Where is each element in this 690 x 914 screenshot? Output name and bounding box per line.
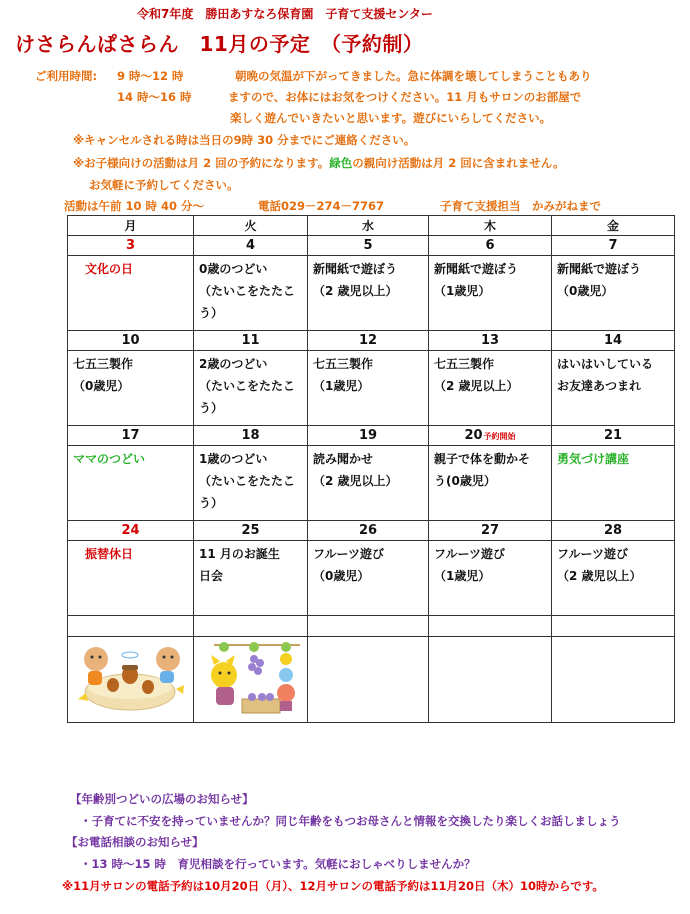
event-text: （2 歳児以上） bbox=[434, 379, 519, 393]
event-cell bbox=[308, 256, 429, 331]
date-number: 3 bbox=[125, 238, 136, 253]
event-text: 新聞紙で遊ぼう bbox=[313, 262, 398, 276]
date-cell bbox=[308, 521, 429, 541]
date-number: 18 bbox=[241, 428, 260, 443]
date-number: 19 bbox=[358, 428, 378, 443]
reservation-notice: ※11月サロンの電話予約は10月20日（月）、12月サロンの電話予約は11月20日（木）10時からです。 bbox=[62, 879, 604, 893]
date-number: 28 bbox=[603, 523, 623, 538]
date-cell bbox=[552, 521, 675, 541]
event-text: （2 歳児以上） bbox=[313, 474, 398, 488]
date-number: 7 bbox=[608, 238, 618, 253]
date-cell bbox=[68, 236, 194, 256]
reserve-note-b: の親向け活動は月 2 回に含まれません。 bbox=[352, 156, 565, 170]
illustration-row bbox=[68, 637, 675, 723]
date-number: 11 bbox=[241, 333, 260, 348]
date-cell bbox=[429, 521, 552, 541]
grape-fox-illustration bbox=[194, 637, 308, 723]
date-cell bbox=[68, 331, 194, 351]
date-number: 6 bbox=[485, 238, 495, 253]
event-text: 文化の日 bbox=[85, 262, 134, 276]
date-cell bbox=[308, 331, 429, 351]
weekday-mon: 月 bbox=[68, 216, 194, 236]
date-cell bbox=[308, 236, 429, 256]
event-text: フルーツ遊び bbox=[557, 547, 629, 561]
event-cell bbox=[429, 541, 552, 616]
section-1-title: 【年齢別つどいの広場のお知らせ】 bbox=[70, 792, 254, 806]
section-2-title: 【お電話相談のお知らせ】 bbox=[66, 835, 204, 849]
event-text: （たいこをたたこ bbox=[199, 379, 296, 393]
event-text: （1歳児） bbox=[434, 569, 491, 583]
reserve-note bbox=[73, 155, 564, 171]
event-text: 親子で体を動かそ bbox=[434, 452, 531, 466]
event-text: お友達あつまれ bbox=[557, 379, 642, 393]
date-number: 20 bbox=[464, 428, 483, 443]
date-cell bbox=[552, 331, 675, 351]
event-cell bbox=[194, 256, 308, 331]
event-cell bbox=[68, 351, 194, 426]
date-number: 27 bbox=[480, 523, 500, 538]
event-text: 新聞紙で遊ぼう bbox=[557, 262, 642, 276]
event-text: フルーツ遊び bbox=[434, 547, 506, 561]
date-cell bbox=[194, 426, 308, 446]
date-cell bbox=[552, 236, 675, 256]
date-cell bbox=[68, 521, 194, 541]
section-1-body: ・子育てに不安を持っていませんか？同じ年齢をもつお母さんと情報を交換したり楽しくお話しましょう bbox=[80, 814, 621, 828]
phone-number: 電話029－274－7767 bbox=[258, 199, 385, 213]
date-cell bbox=[308, 426, 429, 446]
event-cell bbox=[194, 541, 308, 616]
event-cell bbox=[68, 256, 194, 331]
event-text: （0歳児） bbox=[73, 379, 130, 393]
event-text: （たいこをたたこ bbox=[199, 474, 296, 488]
date-row bbox=[68, 521, 675, 541]
empty-cell bbox=[552, 637, 675, 723]
contact-person: 子育て支援担当 かみがねまで bbox=[440, 199, 601, 213]
event-text: 2歳のつどい bbox=[199, 357, 268, 371]
date-number: 14 bbox=[603, 333, 623, 348]
event-text: （1歳児） bbox=[434, 284, 491, 298]
event-cell bbox=[308, 351, 429, 426]
event-cell bbox=[429, 446, 552, 521]
events-row bbox=[68, 351, 675, 426]
event-text: う） bbox=[199, 496, 224, 510]
events-row bbox=[68, 256, 675, 331]
date-number: 12 bbox=[358, 333, 378, 348]
date-number: 5 bbox=[363, 238, 373, 253]
date-number: 13 bbox=[480, 333, 500, 348]
weekday-fri: 金 bbox=[552, 216, 675, 236]
event-text: 七五三製作 bbox=[434, 357, 495, 371]
event-cell bbox=[68, 541, 194, 616]
event-text: う） bbox=[199, 306, 224, 320]
weekday-header-row bbox=[68, 216, 675, 236]
weekday-wed: 水 bbox=[308, 216, 429, 236]
date-cell bbox=[194, 521, 308, 541]
message-line-1: 朝晩の気温が下がってきました。急に体調を壊してしまうこともあり bbox=[235, 69, 592, 83]
event-cell bbox=[552, 351, 675, 426]
event-cell bbox=[68, 446, 194, 521]
date-row bbox=[68, 426, 675, 446]
event-text: う） bbox=[199, 401, 224, 415]
empty-cell bbox=[308, 637, 429, 723]
date-cell bbox=[429, 236, 552, 256]
event-text: （たいこをたたこ bbox=[199, 284, 296, 298]
event-cell bbox=[194, 446, 308, 521]
event-text: 振替休日 bbox=[85, 547, 134, 561]
event-text: フルーツ遊び bbox=[313, 547, 385, 561]
event-cell bbox=[308, 446, 429, 521]
weekday-tue: 火 bbox=[194, 216, 308, 236]
acorn-animals-illustration bbox=[68, 637, 194, 723]
reserve-note-green: 緑色 bbox=[329, 156, 353, 170]
date-number: 10 bbox=[121, 333, 140, 348]
reserve-note-2: お気軽に予約してください。 bbox=[89, 178, 239, 192]
cancel-note: ※キャンセルされる時は当日の9時 30 分までにご連絡ください。 bbox=[73, 133, 416, 147]
section-2-body: ・13 時～15 時 育児相談を行っています。気軽におしゃべりしませんか？ bbox=[80, 857, 476, 871]
hours-afternoon: 14 時～16 時 bbox=[117, 90, 192, 104]
event-cell bbox=[194, 351, 308, 426]
event-text: う(0歳児） bbox=[434, 474, 496, 488]
empty-cell bbox=[429, 637, 552, 723]
page-title: けさらんぱさらん 11月の予定 （予約制） bbox=[15, 32, 424, 56]
event-cell bbox=[552, 446, 675, 521]
event-text: 日会 bbox=[199, 569, 224, 583]
events-row bbox=[68, 541, 675, 616]
event-text: （1歳児） bbox=[313, 379, 370, 393]
date-number: 25 bbox=[241, 523, 260, 538]
date-cell bbox=[429, 331, 552, 351]
date-number: 21 bbox=[603, 428, 623, 443]
event-text: （2 歳児以上） bbox=[557, 569, 642, 583]
date-cell bbox=[68, 426, 194, 446]
date-number: 24 bbox=[121, 523, 140, 538]
event-cell bbox=[308, 541, 429, 616]
event-cell bbox=[429, 256, 552, 331]
event-text: 七五三製作 bbox=[313, 357, 374, 371]
calendar-table bbox=[67, 215, 675, 723]
event-text: 1歳のつどい bbox=[199, 452, 268, 466]
date-number: 4 bbox=[245, 238, 256, 253]
event-cell bbox=[429, 351, 552, 426]
date-number: 26 bbox=[358, 523, 378, 538]
events-row bbox=[68, 446, 675, 521]
event-text: ママのつどい bbox=[73, 452, 146, 466]
event-text: （2 歳児以上） bbox=[313, 284, 398, 298]
date-cell bbox=[194, 236, 308, 256]
organization-header: 令和7年度 勝田あすなろ保育園 子育て支援センター bbox=[137, 7, 433, 21]
event-cell bbox=[552, 256, 675, 331]
date-cell bbox=[552, 426, 675, 446]
hours-label: ご利用時間: bbox=[35, 69, 98, 83]
event-text: （0歳児） bbox=[313, 569, 370, 583]
event-cell bbox=[552, 541, 675, 616]
reservation-start-badge: 予約開始 bbox=[483, 432, 516, 441]
event-text: （0歳児） bbox=[557, 284, 614, 298]
event-text: 11 月のお誕生 bbox=[199, 547, 280, 561]
date-number: 17 bbox=[121, 428, 140, 443]
blank-row bbox=[68, 616, 675, 637]
date-row bbox=[68, 331, 675, 351]
hours-morning: 9 時～12 時 bbox=[117, 69, 184, 83]
event-text: 新聞紙で遊ぼう bbox=[434, 262, 519, 276]
event-text: 読み聞かせ bbox=[313, 452, 374, 466]
event-text: はいはいしている bbox=[557, 357, 654, 371]
message-line-2: ますので、お体にはお気をつけください。11 月もサロンのお部屋で bbox=[228, 90, 582, 104]
weekday-thu: 木 bbox=[429, 216, 552, 236]
event-text: 七五三製作 bbox=[73, 357, 134, 371]
event-text: 勇気づけ講座 bbox=[557, 452, 630, 466]
date-cell bbox=[429, 426, 552, 446]
date-row bbox=[68, 236, 675, 256]
reserve-note-a: ※お子様向けの活動は月 2 回の予約になります。 bbox=[73, 156, 330, 170]
activity-time: 活動は午前 10 時 40 分～ bbox=[64, 199, 205, 213]
event-text: 0歳のつどい bbox=[199, 262, 268, 276]
date-cell bbox=[194, 331, 308, 351]
message-line-3: 楽しく遊んでいきたいと思います。遊びにいらしてください。 bbox=[230, 111, 552, 125]
